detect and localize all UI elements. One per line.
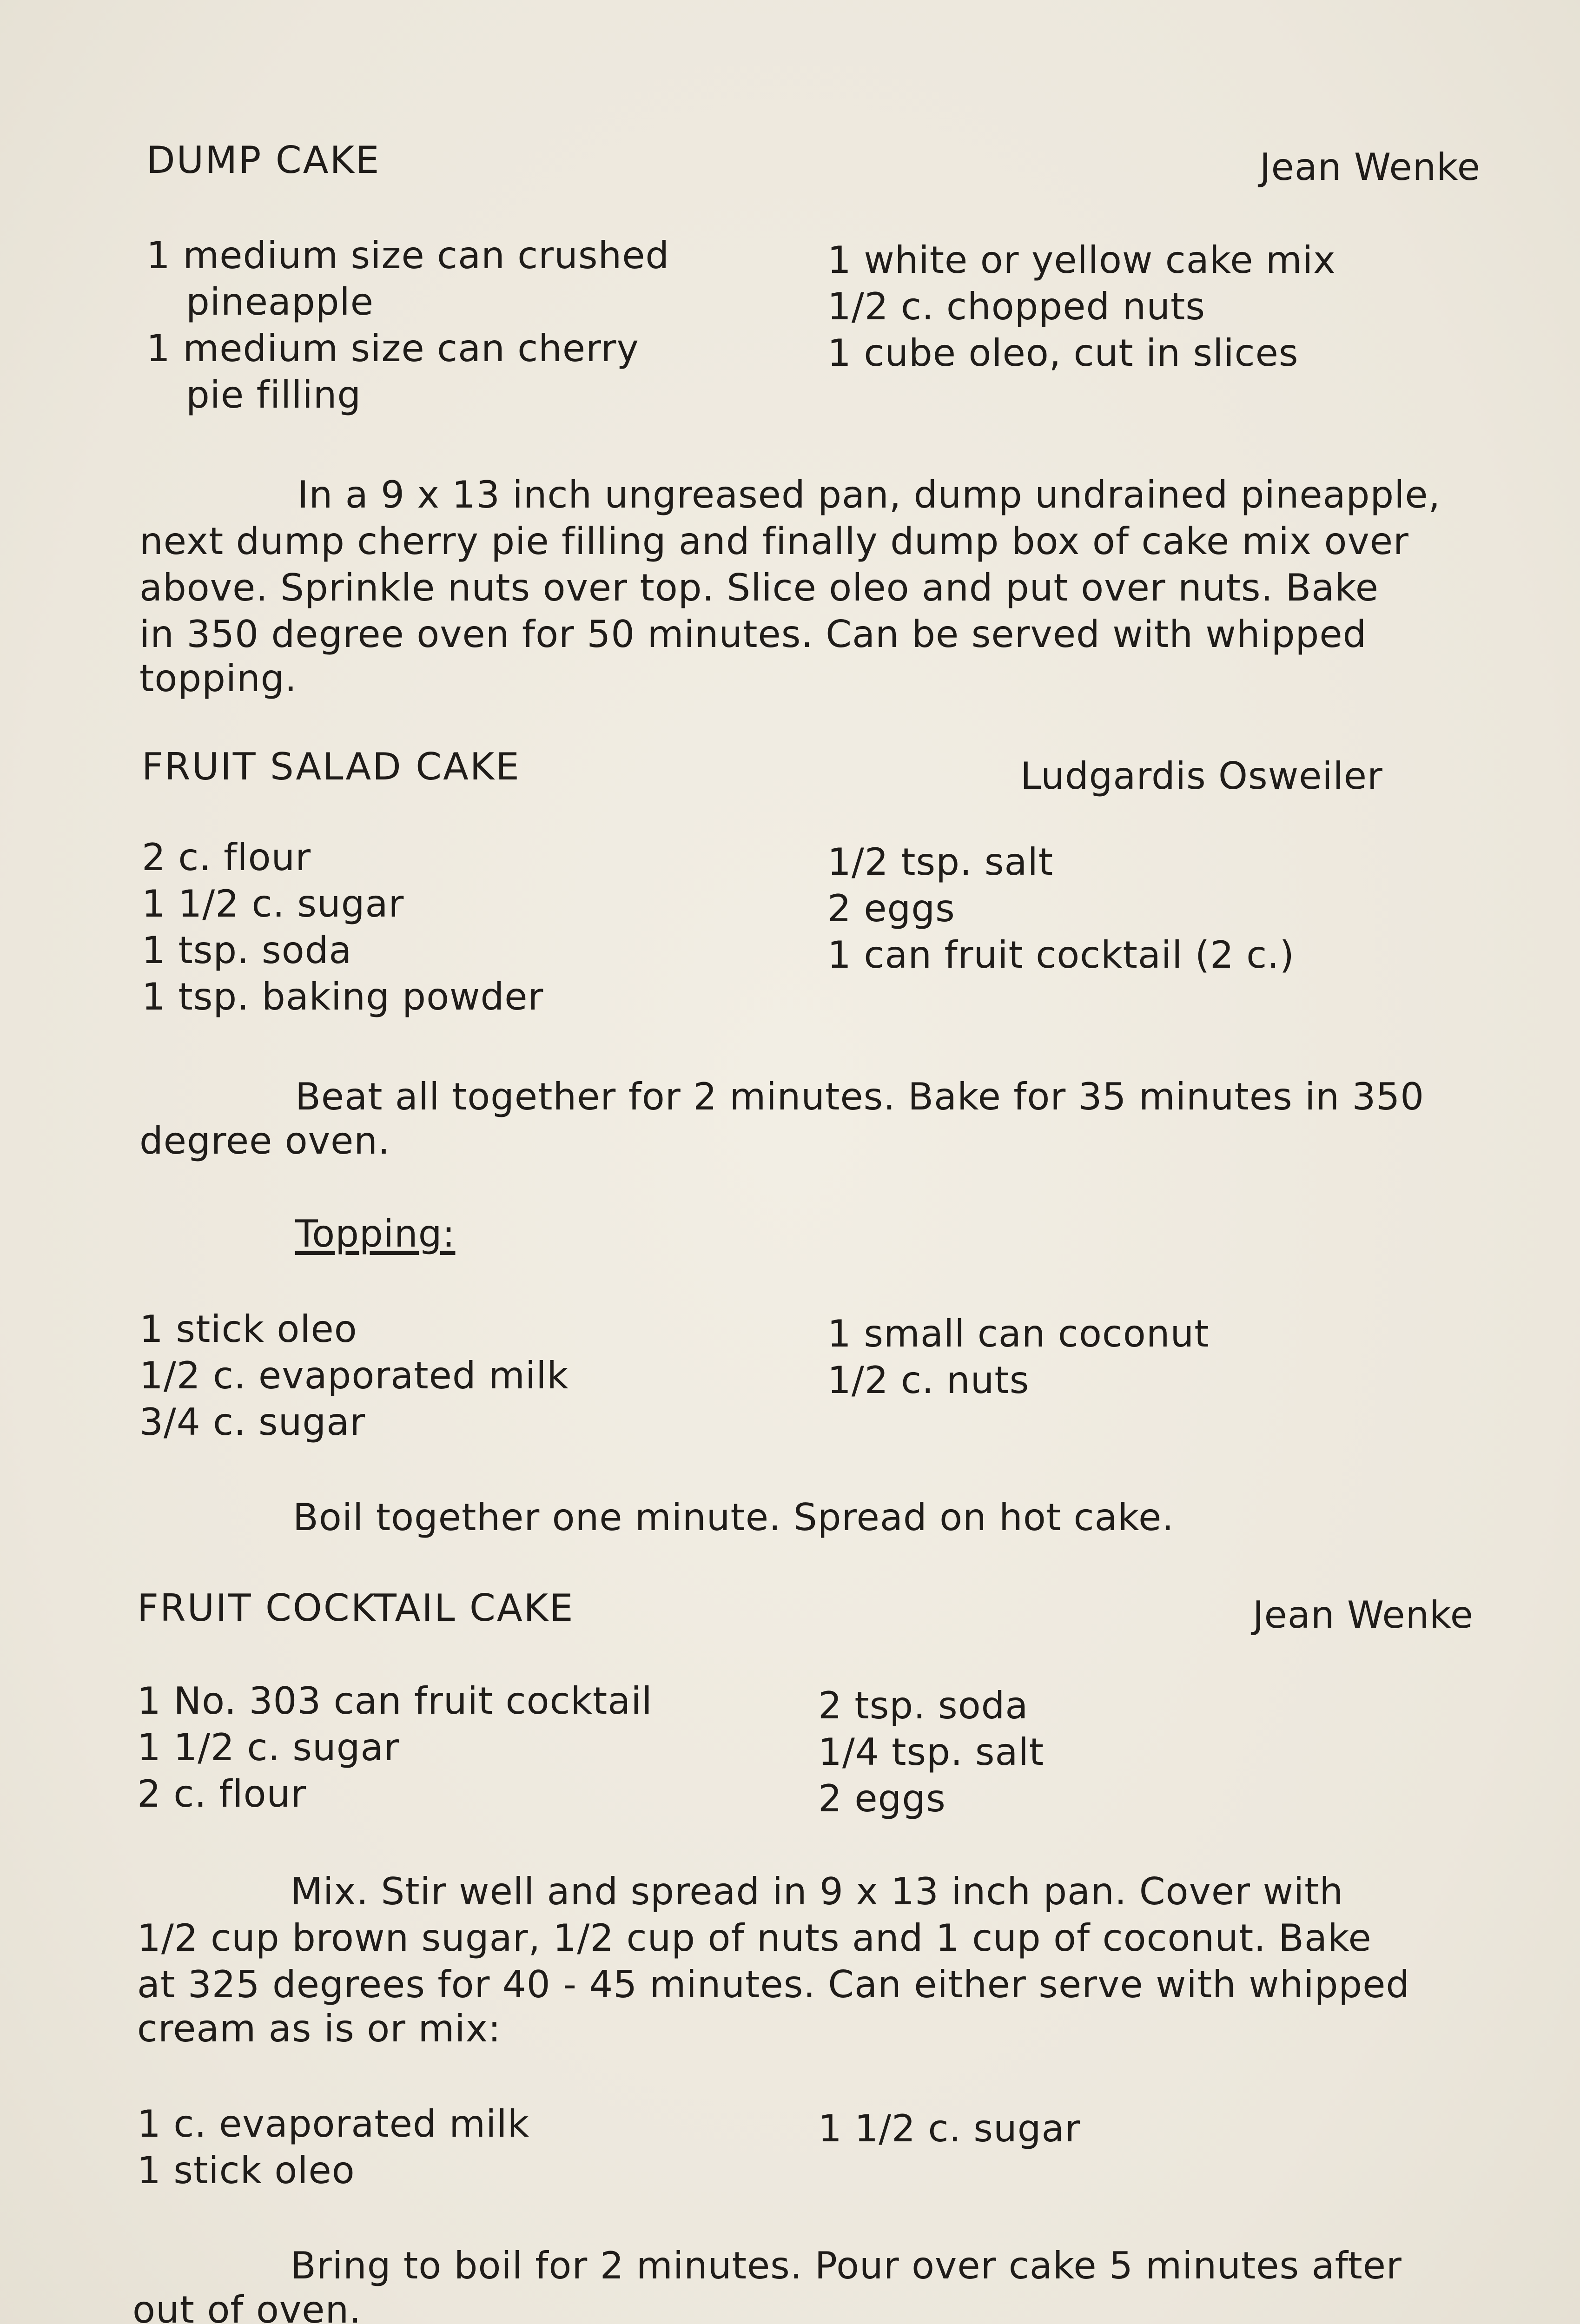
- directions-line: cream as is or mix:: [137, 2007, 501, 2050]
- directions-line: 1/2 cup brown sugar, 1/2 cup of nuts and 1 cup of coconut. Bake: [137, 1916, 1372, 1960]
- ingredient-line: 2 c. flour: [142, 836, 311, 879]
- ingredient-line: 3/4 c. sugar: [139, 1400, 366, 1444]
- ingredient-line: 1 No. 303 can fruit cocktail: [137, 1679, 653, 1723]
- directions-line: topping.: [139, 657, 297, 700]
- ingredient-line: 1 stick oleo: [139, 1307, 357, 1351]
- recipe-title: FRUIT SALAD CAKE: [142, 745, 521, 788]
- directions-line: next dump cherry pie filling and finally dump box of cake mix over: [139, 520, 1409, 563]
- ingredient-line: 1/2 c. nuts: [827, 1359, 1030, 1402]
- ingredient-line: 1 white or yellow cake mix: [827, 238, 1336, 282]
- recipe-title: FRUIT COCKTAIL CAKE: [137, 1586, 575, 1630]
- ingredient-line: 2 tsp. soda: [818, 1684, 1029, 1727]
- ingredient-line: 1 c. evaporated milk: [137, 2102, 529, 2146]
- directions-line: out of oven.: [132, 2288, 362, 2324]
- ingredient-line: pineapple: [186, 280, 374, 324]
- ingredient-line: 2 eggs: [818, 1777, 946, 1820]
- directions-line: In a 9 x 13 inch ungreased pan, dump undrained pineapple,: [297, 473, 1441, 516]
- directions-line: Bring to boil for 2 minutes. Pour over cake 5 minutes after: [291, 2244, 1402, 2287]
- topping-directions: Boil together one minute. Spread on hot cake.: [293, 1496, 1174, 1539]
- ingredient-line: 1 1/2 c. sugar: [818, 2107, 1081, 2150]
- ingredient-line: 1/2 tsp. salt: [827, 840, 1054, 884]
- directions-line: Mix. Stir well and spread in 9 x 13 inch pan. Cover with: [291, 1870, 1344, 1913]
- ingredient-line: 1/4 tsp. salt: [818, 1730, 1045, 1774]
- ingredient-line: 1 medium size can cherry: [146, 327, 639, 370]
- topping-heading: Topping:: [295, 1212, 456, 1255]
- ingredient-line: 1 1/2 c. sugar: [142, 882, 404, 925]
- directions-line: above. Sprinkle nuts over top. Slice oleo and put over nuts. Bake: [139, 566, 1379, 609]
- ingredient-line: 2 eggs: [827, 887, 955, 930]
- recipe-title: DUMP CAKE: [146, 139, 381, 182]
- ingredient-line: 1 stick oleo: [137, 2149, 355, 2192]
- ingredient-line: 1 cube oleo, cut in slices: [827, 331, 1299, 375]
- recipe-author: Jean Wenke: [1253, 1593, 1474, 1637]
- directions-line: Beat all together for 2 minutes. Bake for 35 minutes in 350: [295, 1075, 1425, 1118]
- ingredient-line: 1 tsp. baking powder: [142, 975, 544, 1018]
- ingredient-line: 2 c. flour: [137, 1772, 307, 1816]
- ingredient-line: pie filling: [186, 373, 362, 416]
- recipe-author: Jean Wenke: [1260, 145, 1481, 189]
- recipe-author: Ludgardis Osweiler: [1020, 754, 1383, 798]
- directions-line: in 350 degree oven for 50 minutes. Can be served with whipped: [139, 613, 1367, 656]
- ingredient-line: 1 tsp. soda: [142, 929, 352, 972]
- ingredient-line: 1/2 c. chopped nuts: [827, 285, 1206, 328]
- directions-line: at 325 degrees for 40 - 45 minutes. Can either serve with whipped: [137, 1963, 1410, 2006]
- ingredient-line: 1/2 c. evaporated milk: [139, 1354, 569, 1397]
- directions-line: degree oven.: [139, 1119, 390, 1162]
- ingredient-line: 1 small can coconut: [827, 1312, 1210, 1355]
- ingredient-line: 1 can fruit cocktail (2 c.): [827, 933, 1295, 977]
- ingredient-line: 1 medium size can crushed: [146, 234, 670, 277]
- ingredient-line: 1 1/2 c. sugar: [137, 1726, 400, 1769]
